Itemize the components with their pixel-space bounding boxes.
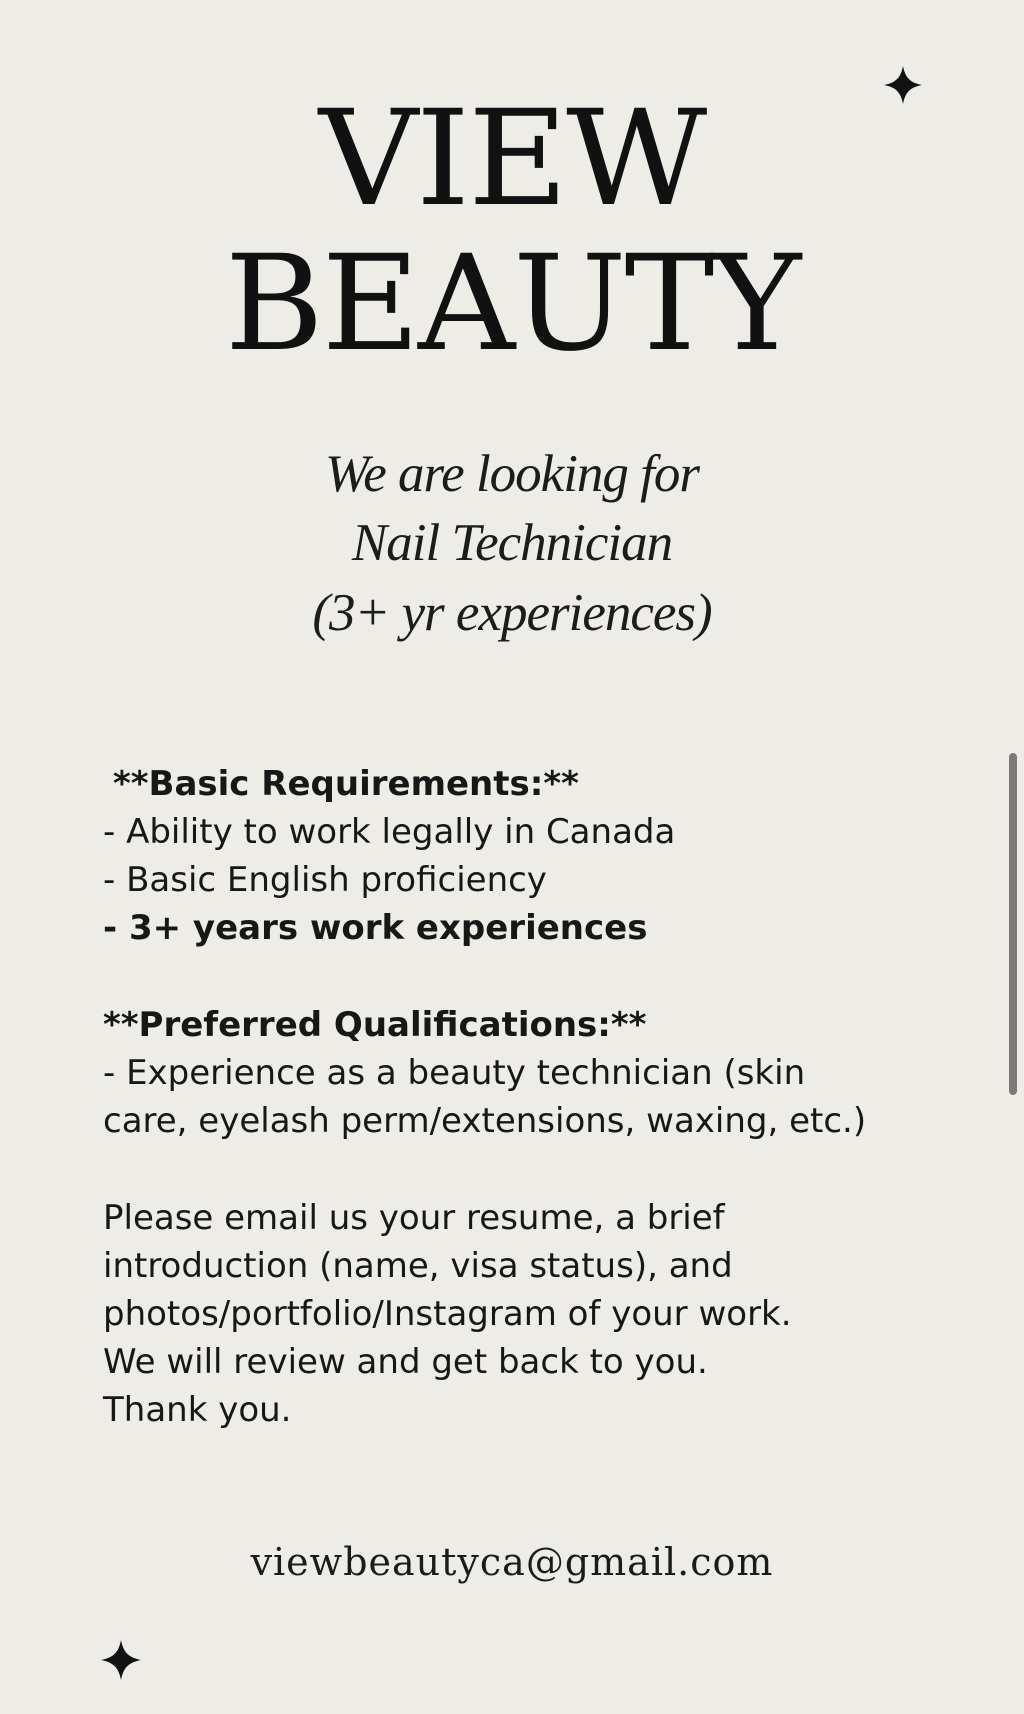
contact-text: We will review and get back to you. — [103, 1342, 708, 1382]
scrollbar-thumb[interactable] — [1009, 753, 1017, 1095]
subtitle-line-1: We are looking for — [324, 445, 700, 503]
requirement-item: - Basic English proficiency — [103, 860, 547, 900]
requirement-item: - Ability to work legally in Canada — [103, 812, 676, 852]
subtitle-line-2: Nail Technician — [351, 514, 673, 572]
preferred-heading: **Preferred Qualifications:** — [103, 1005, 647, 1045]
sparkle-icon — [101, 1640, 141, 1680]
email-address: viewbeautyca@gmail.com — [250, 1540, 774, 1584]
brand-line-2: BEAUTY — [224, 227, 800, 381]
preferred-item: care, eyelash perm/extensions, waxing, etc.) — [103, 1101, 867, 1141]
contact-text: Thank you. — [103, 1390, 292, 1430]
preferred-item: - Experience as a beauty technician (skin — [103, 1053, 806, 1093]
contact-text: introduction (name, visa status), and — [103, 1246, 733, 1286]
subtitle-line-3: (3+ yr experiences) — [312, 584, 712, 642]
contact-text: photos/portfolio/Instagram of your work. — [103, 1294, 792, 1334]
contact-text: Please email us your resume, a brief — [103, 1198, 725, 1238]
brand-line-1: VIEW — [318, 82, 706, 236]
requirements-heading: **Basic Requirements:** — [113, 764, 579, 804]
requirement-item: - 3+ years work experiences — [103, 908, 648, 948]
